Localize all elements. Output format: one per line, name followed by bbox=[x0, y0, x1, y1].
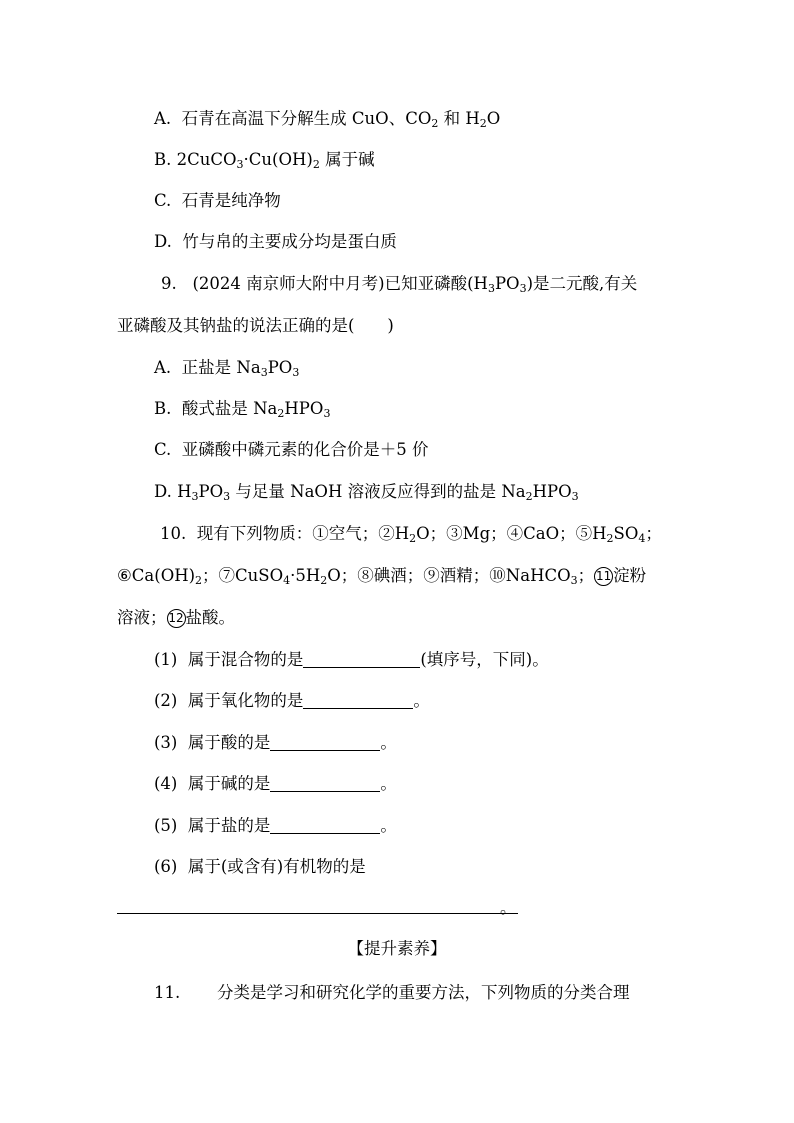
answer-blank-4[interactable] bbox=[270, 775, 380, 792]
q9-option-b: B. 酸式盐是 $Na_2HPO_3$ bbox=[154, 399, 331, 420]
q8-option-d: D. 竹与帛的主要成分均是蛋白质 bbox=[154, 232, 397, 251]
q9-option-d: D. $H_3PO_3$ 与足量 NaOH 溶液反应得到的盐是 $Na_2HPO_3$ bbox=[154, 482, 579, 503]
q10-number: 10. bbox=[160, 524, 187, 543]
answer-blank-2[interactable] bbox=[303, 692, 413, 709]
answer-blank-6-period: 。 bbox=[500, 898, 517, 917]
q10-sub6: (6) 属于(或含有)有机物的是 bbox=[154, 857, 366, 876]
q11-number: 11. bbox=[154, 983, 181, 1002]
q8-option-a: A. 石青在高温下分解生成 CuO、$CO_2$ 和 $H_2O$ bbox=[154, 109, 501, 130]
q11-stem: 11. 分类是学习和研究化学的重要方法，下列物质的分类合理 bbox=[154, 983, 630, 1002]
q8-option-b: B. $2CuCO_3\cdot Cu(OH)_2$ 属于碱 bbox=[154, 150, 375, 171]
q10-stem-line2: $⑥Ca(OH)_2$；$⑦CuSO_4\cdot 5H_2O$；⑧碘酒；⑨酒精；⑩NaHCO$_3$； 11 淀粉 bbox=[117, 566, 647, 587]
answer-blank-1[interactable] bbox=[303, 651, 420, 668]
q10-sub5: (5) 属于盐的是 。 bbox=[154, 816, 397, 835]
q9-stem-line2: 亚磷酸及其钠盐的说法正确的是( ) bbox=[117, 316, 394, 335]
q10-sub4: (4) 属于碱的是 。 bbox=[154, 774, 397, 793]
circled-number-12: 12 bbox=[167, 609, 186, 628]
q10-sub3: (3) 属于酸的是 。 bbox=[154, 733, 397, 752]
q10-sub2: (2) 属于氧化物的是 。 bbox=[154, 691, 430, 710]
q10-stem-line3: 溶液； 12 盐酸。 bbox=[117, 608, 235, 627]
q10-sub1: (1) 属于混合物的是 (填序号，下同)。 bbox=[154, 650, 549, 669]
answer-blank-6[interactable] bbox=[117, 913, 518, 914]
q10-stem-line1: 10. 现有下列物质：①空气；$②H_2O$；③Mg；④CaO；$⑤H_2SO_4$； bbox=[160, 524, 662, 545]
section-title: 【提升素养】 bbox=[347, 939, 447, 958]
answer-blank-3[interactable] bbox=[270, 734, 380, 751]
q9-option-c: C. 亚磷酸中磷元素的化合价是＋5 价 bbox=[154, 440, 429, 459]
circled-number-11: 11 bbox=[594, 567, 613, 586]
q9-number: 9. bbox=[161, 274, 177, 293]
q8-option-c: C. 石青是纯净物 bbox=[154, 191, 281, 210]
q9-option-a: A. 正盐是 $Na_3PO_3$ bbox=[154, 358, 300, 379]
q9-stem-line1: 9. (2024 南京师大附中月考)已知亚磷酸$(H_3PO_3)$是二元酸,有关 bbox=[161, 274, 638, 295]
answer-blank-5[interactable] bbox=[270, 817, 380, 834]
